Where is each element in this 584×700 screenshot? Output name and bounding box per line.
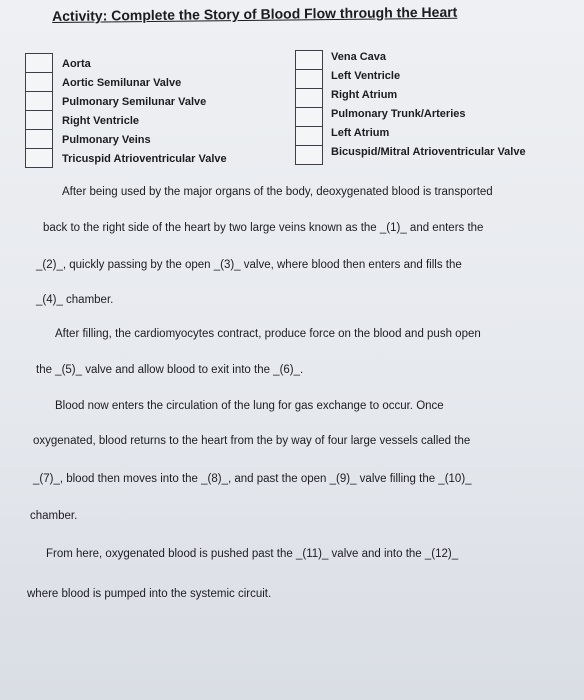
term: Pulmonary Trunk/Arteries [331,108,466,120]
left-term-list [62,55,227,169]
right-checkbox-column [295,50,323,165]
checkbox-pulmonary-veins[interactable] [25,130,53,149]
checkbox-vena-cava[interactable] [295,50,323,70]
checkbox-aortic-semilunar[interactable] [25,73,53,92]
story-line: _(2)_, quickly passing by the open _(3)_ valve, where blood then enters and fills the [36,259,462,271]
checkbox-bicuspid[interactable] [295,146,323,165]
term: Aortic Semilunar Valve [62,77,182,89]
term: Tricuspid Atrioventricular Valve [62,153,227,165]
term: Left Ventricle [331,70,401,82]
story-line: _(7)_, blood then moves into the _(8)_, and past the open _(9)_ valve filling the _(10)_ [33,473,472,485]
left-checkbox-column [25,53,53,168]
term: Left Atrium [331,127,390,139]
story-line: back to the right side of the heart by two large veins known as the _(1)_ and enters the [43,222,484,234]
term: Vena Cava [331,51,387,63]
right-term-list [331,48,526,162]
story-line: oxygenated, blood returns to the heart from the by way of four large vessels called the [33,435,471,447]
story-line: the _(5)_ valve and allow blood to exit into the _(6)_. [36,364,304,376]
story-line: From here, oxygenated blood is pushed past the _(11)_ valve and into the _(12)_ [46,548,459,560]
term: Pulmonary Veins [62,134,151,146]
term: Right Ventricle [62,115,140,127]
checkbox-pulmonary-trunk[interactable] [295,108,323,127]
story-line: After being used by the major organs of the body, deoxygenated blood is transported [62,186,493,198]
checkbox-pulmonary-semilunar[interactable] [25,92,53,111]
term: Aorta [62,58,91,70]
term: Pulmonary Semilunar Valve [62,96,207,108]
story-line: where blood is pumped into the systemic circuit. [27,588,272,600]
checkbox-left-atrium[interactable] [295,127,323,146]
activity-title: Activity: Complete the Story of Blood Flow through the Heart [52,3,458,24]
checkbox-left-ventricle[interactable] [295,70,323,89]
checkbox-tricuspid[interactable] [25,149,53,168]
term: Bicuspid/Mitral Atrioventricular Valve [331,146,526,158]
checkbox-aorta[interactable] [25,53,53,73]
story-line: After filling, the cardiomyocytes contract, produce force on the blood and push open [55,328,481,340]
term: Right Atrium [331,89,398,101]
story-line: _(4)_ chamber. [36,294,114,306]
story-line: chamber. [30,510,78,522]
checkbox-right-atrium[interactable] [295,89,323,108]
story-line: Blood now enters the circulation of the lung for gas exchange to occur. Once [55,400,444,412]
checkbox-right-ventricle[interactable] [25,111,53,130]
